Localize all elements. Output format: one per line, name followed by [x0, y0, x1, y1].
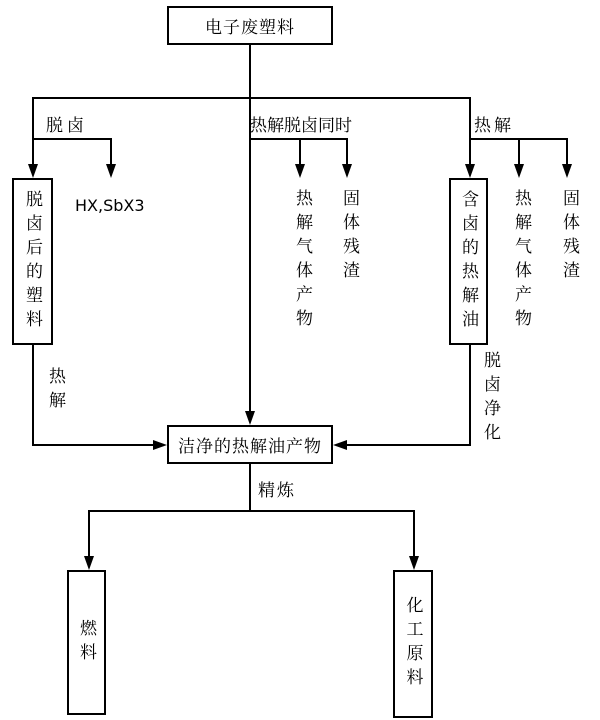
- connector-right-arrow2-stem: [518, 138, 520, 165]
- arrow-right-to-clean-oil: [153, 440, 167, 450]
- node-chemical-feedstock: [393, 570, 433, 718]
- node-fuel: [67, 570, 106, 715]
- arrow-down-to-fuel: [84, 556, 94, 570]
- edge-label-pyrolysis-right: 热解: [474, 116, 514, 136]
- node-dehalogenated-plastic: [12, 178, 53, 345]
- connector-left-arrow2-stem: [110, 138, 112, 165]
- label-pyrolysis-gas-products-mid: 热解气体产物: [292, 189, 312, 333]
- label-solid-residue-mid: 固体残渣: [339, 189, 359, 285]
- edge-label-refining: 精炼: [258, 481, 296, 501]
- node-halogenated-pyrolysis-oil: [449, 178, 488, 345]
- connector-right-drop: [469, 97, 471, 140]
- edge-label-dehalogenation-purification: 脱卤净化: [480, 351, 500, 447]
- connector-root-vertical: [249, 45, 251, 412]
- arrow-down-to-gas-mid: [295, 164, 305, 178]
- node-source: [167, 6, 333, 45]
- label-pyrolysis-gas-products-right: 热解气体产物: [511, 189, 531, 333]
- arrow-down-to-clean-oil: [245, 411, 255, 425]
- node-chemical-feedstock-label: 化工原料: [402, 596, 423, 692]
- label-hx-sbx3: HX,SbX3: [75, 196, 145, 215]
- arrow-down-to-chemical: [409, 556, 419, 570]
- node-clean-pyrolysis-oil-label: 洁净的热解油产物: [178, 437, 322, 457]
- edge-label-dehalogenation: 脱卤: [46, 116, 88, 136]
- connector-left-down-vertical: [32, 345, 34, 446]
- arrow-down-to-dehalogenated-plastic: [28, 164, 38, 178]
- arrow-down-to-residue-right: [562, 164, 572, 178]
- connector-right-arrow1-stem: [469, 138, 471, 165]
- arrow-down-to-residue-mid: [342, 164, 352, 178]
- node-dehalogenated-plastic-label: 脱卤后的塑料: [22, 189, 42, 334]
- connector-left-drop: [32, 97, 34, 140]
- arrow-down-to-halogenated-oil: [465, 164, 475, 178]
- arrow-down-to-hx-sbx3: [106, 164, 116, 178]
- connector-mid-arrow1-stem: [299, 138, 301, 165]
- connector-right-to-center-horizontal: [347, 444, 471, 446]
- connector-left-sub-horizontal: [32, 138, 112, 140]
- arrow-down-to-gas-right: [514, 164, 524, 178]
- edge-label-simultaneous-pyrolysis-dehalogenation: 热解脱卤同时: [250, 116, 352, 136]
- connector-center-below-vertical: [249, 464, 251, 512]
- node-fuel-label: 燃料: [76, 618, 96, 667]
- node-clean-pyrolysis-oil: [167, 425, 333, 464]
- connector-bottom-left-stem: [88, 510, 90, 556]
- connector-bottom-horizontal: [88, 510, 415, 512]
- connector-right-arrow3-stem: [566, 138, 568, 165]
- connector-right-down-vertical: [469, 345, 471, 446]
- edge-label-pyrolysis-left: 热解: [45, 367, 65, 415]
- connector-bottom-right-stem: [413, 510, 415, 556]
- connector-main-horizontal: [32, 97, 471, 99]
- arrow-left-to-clean-oil: [333, 440, 347, 450]
- connector-left-arrow1-stem: [32, 138, 34, 165]
- label-solid-residue-right: 固体残渣: [559, 189, 579, 285]
- node-source-label: 电子废塑料: [205, 18, 295, 38]
- connector-left-to-center-horizontal: [32, 444, 153, 446]
- node-halogenated-pyrolysis-oil-label: 含卤的热解油: [458, 189, 478, 334]
- connector-mid-arrow2-stem: [346, 138, 348, 165]
